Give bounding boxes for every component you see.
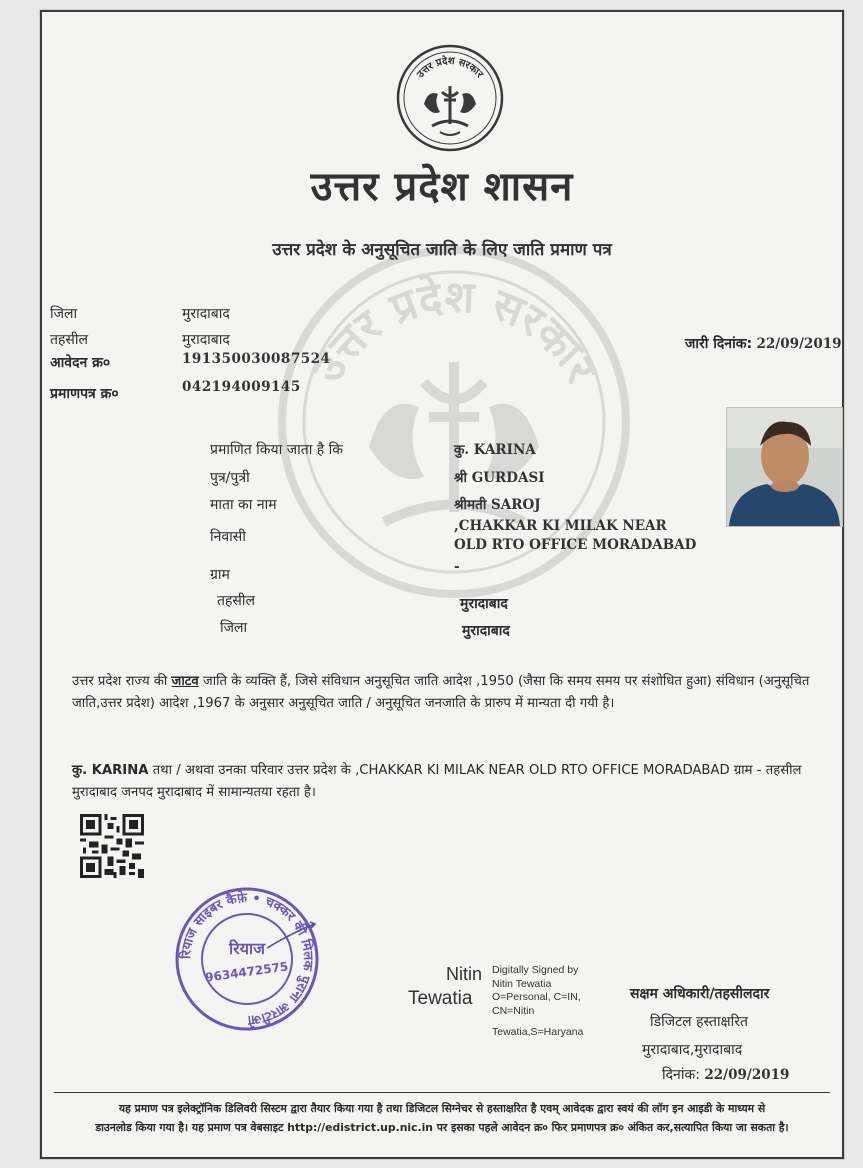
authority-designation: सक्षम अधिकारी/तहसीलदार — [630, 986, 770, 1002]
details-district-label: जिला — [220, 620, 248, 636]
issue-date-value: 22/09/2019 — [756, 336, 842, 352]
district-value: मुरादाबाद — [182, 306, 230, 322]
sig-detail-4: CN=Nitin — [492, 1004, 535, 1017]
footer-line-1: यह प्रमाण पत्र इलेक्ट्रॉनिक डिलिवरी सिस्टम द्वारा तैयार किया गया है तथा डिजिटल सिग्नेचर से हस्ताक्षरित है एवम् आवेदक द्वारा स्वयं की लॉग इन आइडी के माध्यम से — [118, 1102, 766, 1115]
footer-divider — [54, 1092, 830, 1093]
residence-person-name: कु. KARINA — [72, 763, 149, 778]
digital-signature-details — [492, 964, 583, 1040]
application-no-label: आवेदन क्र० — [50, 355, 111, 371]
village-label: ग्राम — [210, 567, 230, 583]
qr-code-icon — [80, 814, 144, 878]
stamp-phone: 9634472575 — [204, 959, 290, 985]
authority-date — [662, 1065, 789, 1084]
resident-value-line2: OLD RTO OFFICE MORADABAD — [454, 537, 697, 553]
details-district-value: मुरादाबाद — [462, 623, 510, 639]
mother-label: माता का नाम — [210, 497, 277, 513]
signer-first-name: Nitin — [446, 964, 483, 984]
svg-text:उत्तर प्रदेश सरकार: उत्तर प्रदेश सरकार — [415, 55, 485, 81]
caste-statement-rest: जाति के व्यक्ति हैं, जिसे संविधान अनुसूचित जाति आदेश ,1950 (जैसा कि समय समय पर संशोधित हुआ) संविधान (अनुसूचित जाति,उत्तर प्रदेश) आदेश ,1967 के अनुसार अनुसूचित जाति / अनुसूचित जनजाति के प्रारुप में मान्यता दी गयी है। — [72, 674, 810, 711]
certificate-sheet — [40, 10, 844, 1159]
authority-location: मुरादाबाद,मुरादाबाद — [642, 1042, 743, 1058]
footer-line-2: डाउनलोड किया गया है। यह प्रमाण पत्र वेबसाइट http://edistrict.up.nic.in पर इसका पहले आवेदन क्र० फिर प्रमाणपत्र क्र० अंकित कर,सत्यापित किया जा सकता है। — [95, 1121, 789, 1134]
sig-detail-1: Digitally Signed by — [492, 964, 579, 976]
signer-last-name: Tewatia — [408, 988, 473, 1009]
footer-note — [56, 1099, 828, 1137]
tehsil-label: तहसील — [50, 332, 88, 348]
up-government-emblem-icon — [394, 42, 506, 154]
stamp-center-name: रियाज — [229, 939, 265, 958]
authority-date-value: 22/09/2019 — [704, 1067, 790, 1083]
sig-detail-3: O=Personal, C=IN, — [492, 991, 581, 1003]
page-title: उत्तर प्रदेश शासन — [310, 164, 574, 210]
resident-value-line1: ,CHAKKAR KI MILAK NEAR — [454, 518, 667, 534]
application-no-value: 191350030087524 — [182, 351, 331, 367]
authority-date-label: दिनांक: — [662, 1067, 700, 1083]
svg-text:रियाज साइबर कैफ़े • चक्कर की म: रियाज साइबर कैफ़े • चक्कर की मिलक पुराना आरटीओ — [178, 890, 316, 1028]
parent-value: श्री GURDASI — [454, 470, 545, 486]
certificate-subtitle: उत्तर प्रदेश के अनुसूचित जाति के लिए जाति प्रमाण पत्र — [272, 240, 612, 260]
cyber-cafe-stamp — [172, 884, 322, 1034]
certificate-no-label: प्रमाणपत्र क्र० — [50, 386, 119, 402]
details-tehsil-value: मुरादाबाद — [460, 596, 508, 612]
sig-detail-2: Nitin Tewatia — [492, 977, 552, 990]
residence-statement — [72, 760, 832, 804]
mother-value: श्रीमती SAROJ — [454, 497, 541, 513]
details-tehsil-label: तहसील — [217, 593, 255, 609]
person-photo-icon — [727, 408, 842, 526]
caste-statement-prefix: उत्तर प्रदेश राज्य की — [72, 674, 172, 689]
applicant-photo — [726, 407, 843, 527]
certificate-no-value: 042194009145 — [182, 379, 301, 395]
certify-label: प्रमाणित किया जाता है कि — [210, 442, 344, 458]
resident-label: निवासी — [210, 529, 246, 545]
village-value: - — [454, 559, 460, 575]
parent-label: पुत्र/पुत्री — [210, 470, 250, 486]
authority-digital-signed: डिजिटल हस्ताक्षरित — [650, 1014, 748, 1030]
sig-detail-5: Tewatia,S=Haryana — [492, 1026, 584, 1038]
issue-date — [685, 334, 842, 353]
caste-name: जाटव — [171, 674, 199, 689]
certify-value: कु. KARINA — [454, 442, 536, 458]
caste-statement — [72, 671, 832, 715]
district-label: जिला — [50, 306, 78, 322]
svg-text:उत्तर प्रदेश सरकार: उत्तर प्रदेश सरकार — [301, 271, 607, 392]
residence-statement-text: तथा / अथवा उनका परिवार उत्तर प्रदेश के ,CHAKKAR KI MILAK NEAR OLD RTO OFFICE MORADABAD ग्राम - तहसील मुरादाबाद जनपद मुरादाबाद में सामान्यतया रहता है। — [72, 763, 802, 800]
issue-date-label: जारी दिनांक: — [685, 336, 753, 352]
tehsil-value: मुरादाबाद — [182, 332, 230, 348]
